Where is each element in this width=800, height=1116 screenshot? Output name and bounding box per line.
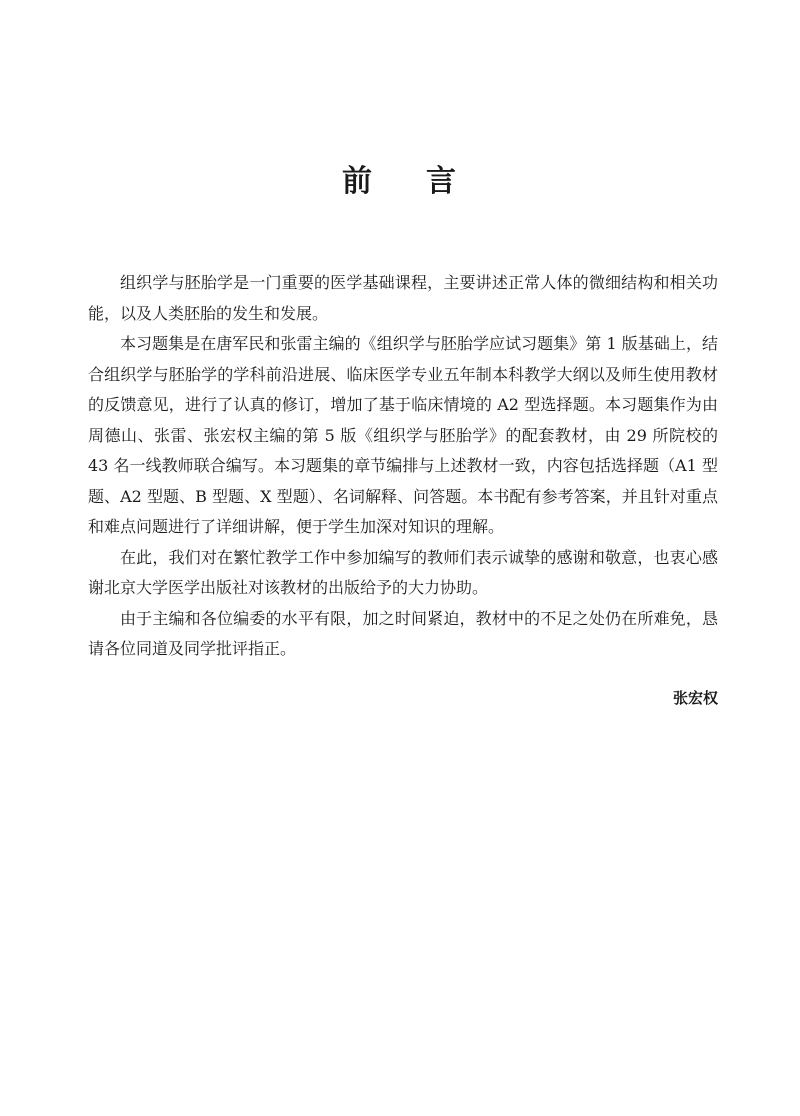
- paragraph-1: 组织学与胚胎学是一门重要的医学基础课程，主要讲述正常人体的微细结构和相关功能，以及人类胚胎的发生和发展。: [88, 273, 718, 323]
- preface-body: [88, 268, 718, 665]
- title-char-1: 前: [342, 164, 374, 200]
- paragraph-3: 在此，我们对在繁忙教学工作中参加编写的教师们表示诚挚的感谢和敬意，也衷心感谢北京大学医学出版社对该教材的出版给予的大力协助。: [88, 547, 718, 597]
- paragraph-4: 由于主编和各位编委的水平有限，加之时间紧迫，教材中的不足之处仍在所难免，恳请各位同道及同学批评指正。: [88, 608, 718, 658]
- page-title: [0, 160, 800, 204]
- author-signature: 张宏权: [672, 689, 718, 707]
- title-char-2: 言: [426, 164, 458, 200]
- paragraph-2: 本习题集是在唐军民和张雷主编的《组织学与胚胎学应试习题集》第 1 版基础上，结合组织学与胚胎学的学科前沿进展、临床医学专业五年制本科教学大纲以及师生使用教材的反馈意见，进行了认真的修订，增加了基于临床情境的 A2 型选择题。本习题集作为由周德山、张雷、张宏权主编的第 5 版《组织学与胚胎学》的配套教材，由 29 所院校的 43 名一线教师联合编写。本习题集的章节编排与上述教材一致，内容包括选择题（A1 型题、A2 型题、B 型题、X 型题）、名词解释、问答题。本书配有参考答案，并且针对重点和难点问题进行了详细讲解，便于学生加深对知识的理解。: [88, 334, 718, 536]
